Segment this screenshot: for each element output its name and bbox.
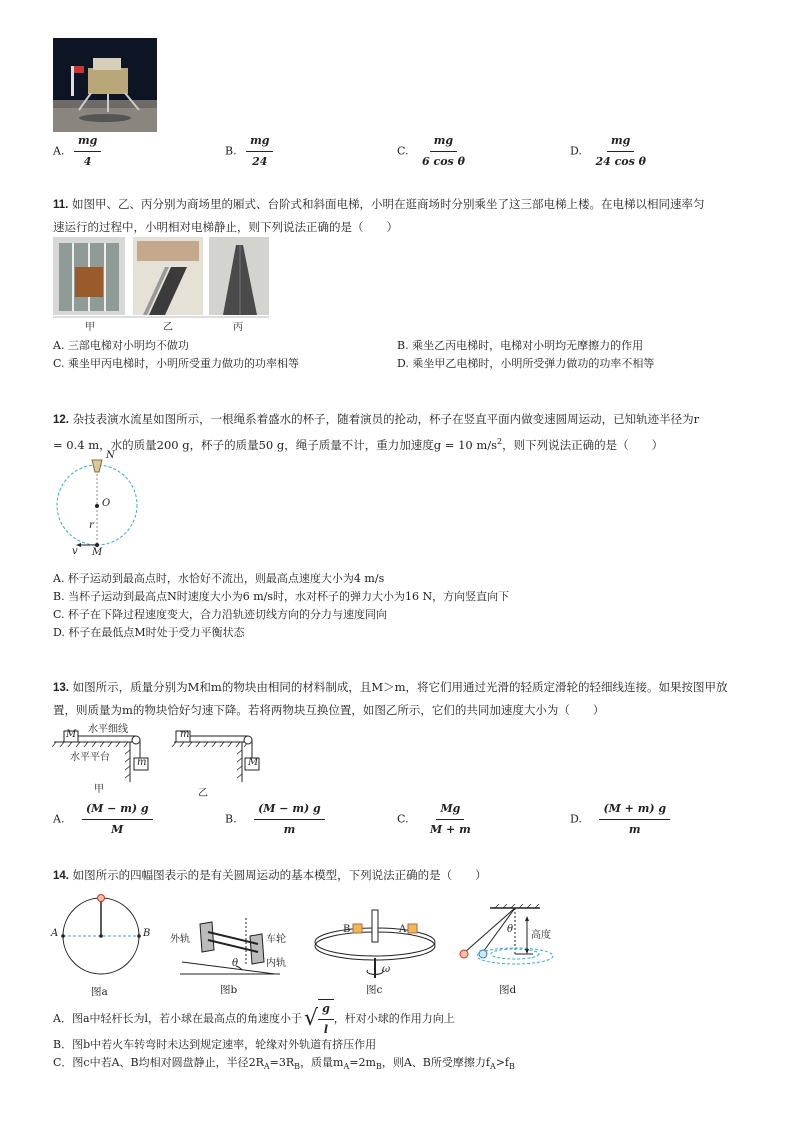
q11-option-b[interactable]: B. 乘坐乙丙电梯时，电梯对小明均无摩擦力的作用 bbox=[397, 339, 644, 352]
q14-stem: 14. 如图所示的四幅图表示的是有关圆周运动的基本模型，下列说法正确的是（ ） bbox=[53, 868, 487, 882]
sqrt-symbol: √ bbox=[304, 1006, 319, 1031]
q10-option-d[interactable]: D. $\frac{mg}{\text{24 cos θ}}$ bbox=[570, 134, 646, 168]
caption-jia: 甲 bbox=[85, 322, 95, 333]
q14-option-c[interactable]: C．图c中若A、B均相对圆盘静止，半径$2R_A=3R_B$，质量$m_A=2m_B$，则A、B所受摩擦力$f_A>f_B$ bbox=[53, 1056, 515, 1072]
q12-option-d[interactable]: D. 杯子在最低点M时处于受力平衡状态 bbox=[53, 626, 245, 639]
q10-option-b[interactable]: B. $\frac{mg}{24}$ bbox=[225, 132, 273, 171]
caption-bing: 丙 bbox=[233, 322, 243, 333]
q12-option-c[interactable]: C. 杯子在下降过程速度变大，合力沿轨迹切线方向的分力与速度同向 bbox=[53, 608, 388, 621]
q11-option-c[interactable]: C. 乘坐甲丙电梯时，小明所受重力做功的功率相等 bbox=[53, 357, 300, 370]
q11-option-a[interactable]: A. 三部电梯对小明均不做功 bbox=[53, 339, 189, 352]
q13-option-a[interactable]: A. $\frac{(M - m) g}{M}$ bbox=[53, 800, 153, 839]
figure-c-rotating-disk: B A ω 图c bbox=[310, 906, 440, 996]
q12-option-a[interactable]: A. 杯子运动到最高点时，水恰好不流出，则最高点速度大小为4 m/s bbox=[53, 572, 385, 585]
pulley-diagram: M m m M 水平细线 水平平台 甲 乙 bbox=[52, 720, 272, 800]
elevator-photos bbox=[53, 237, 269, 331]
q11-stem: 11. 如图甲、乙、丙分别为商场里的厢式、台阶式和斜面电梯，小明在逛商场时分别乘坐了这三部电梯上楼。在电梯以相同速率匀 速运行的过程中，小明相对电梯静止，则下列说法正确的是（ ） bbox=[53, 197, 705, 234]
q14-option-b[interactable]: B．图b中若火车转弯时未达到规定速率，轮缘对外轨道有挤压作用 bbox=[53, 1038, 377, 1051]
q13-option-d[interactable]: D. $\frac{(M + m) g}{m}$ bbox=[570, 800, 670, 839]
q10-option-a[interactable]: A. $\frac{mg}{4}$ bbox=[53, 132, 101, 171]
caption-yi: 乙 bbox=[163, 322, 173, 333]
lunar-lander-photo bbox=[53, 38, 157, 132]
q12-option-b[interactable]: B. 当杯子运动到最高点N时速度大小为6 m/s时，水对杯子的弹力大小为16 N，方向竖直向下 bbox=[53, 590, 510, 603]
water-meteor-diagram: N O r v M bbox=[52, 450, 152, 560]
figure-b-train-curve: 外轨 车轮 内轨 θ 图b bbox=[170, 904, 290, 996]
q13-option-c[interactable]: C. $\frac{Mg}{M + m}$ bbox=[397, 802, 471, 836]
q11-option-d[interactable]: D. 乘坐甲乙电梯时，小明所受弹力做功的功率不相等 bbox=[397, 357, 655, 370]
q13-option-b[interactable]: B. $\frac{(M - m) g}{m}$ bbox=[225, 800, 325, 839]
figure-d-conical-pendulum: θ 高度 图d bbox=[455, 904, 575, 996]
q10-option-c[interactable]: C. $\frac{mg}{\text{6 cos θ}}$ bbox=[397, 134, 465, 168]
q14-option-a[interactable]: A．图a中轻杆长为l，若小球在最高点的角速度小于 √ $\frac{g}{l}$ ，杆对小球的作用力向上 bbox=[53, 1004, 455, 1034]
figure-a-rod-circle: A B 图a bbox=[53, 892, 153, 996]
q12-stem: 12. 杂技表演水流星如图所示，一根绳系着盛水的杯子，随着演员的抡动，杯子在竖直平面内做变速圆周运动，已知轨迹半径为r = 0.4 m，水的质量200 g，杯子的质量50 g，绳子质量不计，重力加速度g = 10 $m/s^2$，则下列说法正确的是（ ） bbox=[53, 412, 700, 452]
q13-stem: 13. 如图所示，质量分别为M和m的物块由相同的材料制成，且M＞m，将它们用通过光滑的轻质定滑轮的轻细线连接。如果按图甲放 置，则质量为m的物块恰好匀速下降。若将两物块互换位置，如图乙所示，它们的共同加速度大小为（ ） bbox=[53, 680, 728, 717]
